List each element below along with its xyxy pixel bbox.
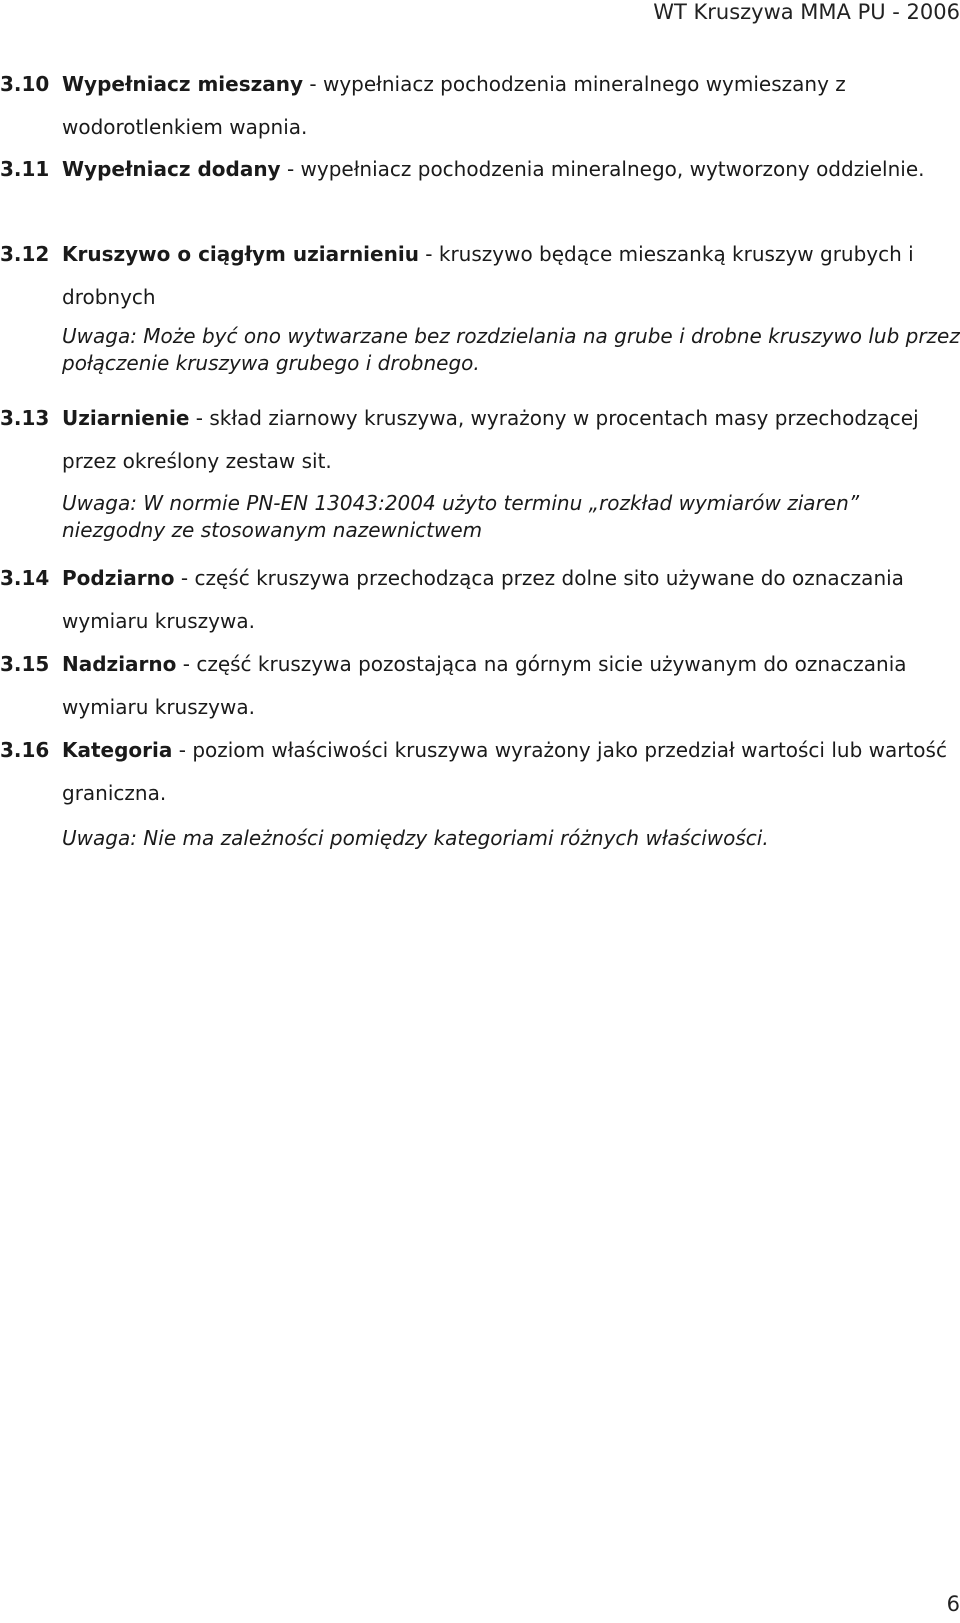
entry-definition: - kruszywo będące mieszanką kruszyw grubych i drobnych [62, 241, 914, 309]
running-header: WT Kruszywa MMA PU - 2006 [653, 0, 960, 24]
entry-number: 3.16 [0, 738, 50, 762]
entry-definition: - wypełniacz pochodzenia mineralnego, wytworzony oddzielnie. [280, 156, 925, 181]
entry-body [62, 397, 955, 483]
entry-number: 3.10 [0, 72, 50, 96]
entry-term: Wypełniacz dodany [62, 156, 281, 181]
entry-definition: - wypełniacz pochodzenia mineralnego wymieszany z wodorotlenkiem wapnia. [62, 71, 846, 139]
entry-number: 3.12 [0, 242, 50, 266]
entry-note: Uwaga: Może być ono wytwarzane bez rozdzielania na grube i drobne kruszywo lub przez połączenie kruszywa grubego i drobnego. [62, 324, 960, 375]
entry-definition: - część kruszywa pozostająca na górnym sicie używanym do oznaczania wymiaru kruszywa. [62, 651, 907, 719]
entry-term: Wypełniacz mieszany [62, 71, 304, 96]
entry-definition: - skład ziarnowy kruszywa, wyrażony w procentach masy przechodzącej przez określony zestaw sit. [62, 405, 919, 473]
entry-term: Nadziarno [62, 651, 177, 676]
entry-body [62, 729, 955, 815]
entry-note: Uwaga: Nie ma zależności pomiędzy kategoriami różnych właściwości. [62, 826, 769, 850]
entry-note: Uwaga: W normie PN-EN 13043:2004 użyto terminu „rozkład wymiarów ziaren” niezgodny ze stosowanym nazewnictwem [62, 491, 860, 542]
entry-body [62, 233, 955, 319]
entry-term: Kruszywo o ciągłym uziarnieniu [62, 241, 419, 266]
entry-body [62, 643, 955, 729]
entry-body [62, 557, 955, 643]
entry-definition: - część kruszywa przechodząca przez dolne sito używane do oznaczania wymiaru kruszywa. [62, 565, 904, 633]
entry-body [62, 148, 955, 191]
entry-term: Kategoria [62, 737, 173, 762]
entry-term: Podziarno [62, 565, 175, 590]
entry-number: 3.11 [0, 157, 50, 181]
entry-body [62, 63, 955, 149]
entry-number: 3.15 [0, 652, 50, 676]
entry-definition: - poziom właściwości kruszywa wyrażony jako przedział wartości lub wartość graniczna. [62, 737, 947, 805]
entry-number: 3.14 [0, 566, 50, 590]
entry-number: 3.13 [0, 406, 50, 430]
page-number: 6 [946, 1592, 960, 1616]
entry-term: Uziarnienie [62, 405, 190, 430]
